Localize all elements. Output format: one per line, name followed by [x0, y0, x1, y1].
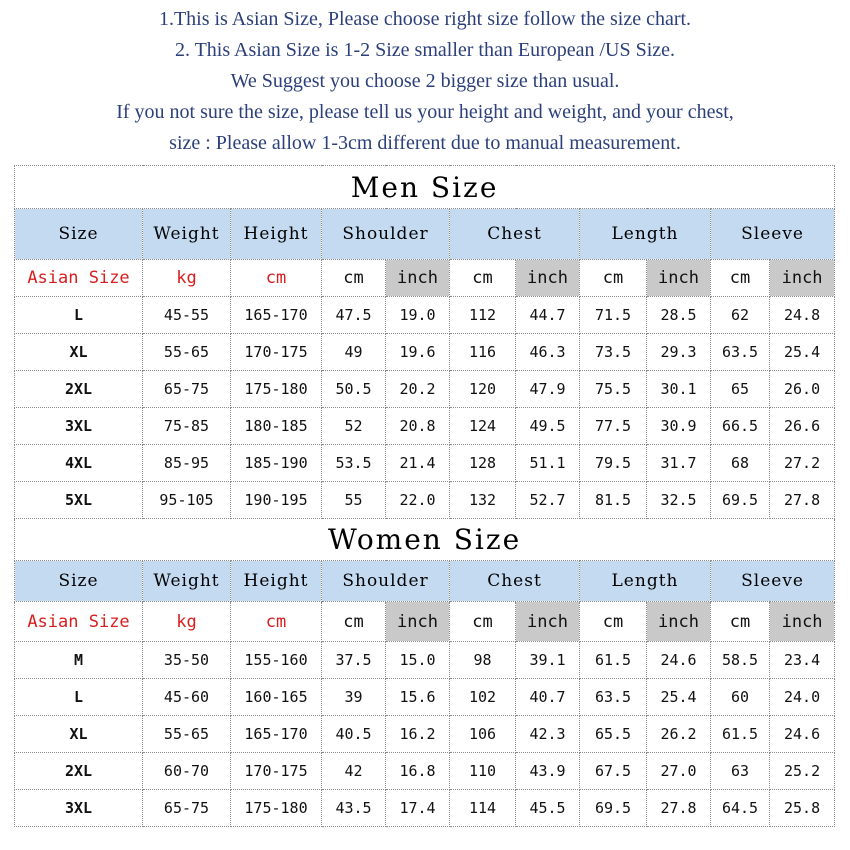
measurement-cell: 30.1 [647, 371, 711, 408]
women-title-row [15, 519, 835, 561]
measurement-cell: 24.6 [647, 642, 711, 679]
measurement-cell: 170-175 [231, 753, 322, 790]
measurement-cell: 180-185 [231, 408, 322, 445]
measurement-cell: 128 [450, 445, 516, 482]
measurement-cell: 25.2 [770, 753, 835, 790]
measurement-cell: 21.4 [386, 445, 450, 482]
unit-sleeve-inch: inch [770, 602, 835, 642]
measurement-cell: 43.5 [322, 790, 386, 827]
unit-length-cm: cm [580, 602, 647, 642]
measurement-cell: 175-180 [231, 371, 322, 408]
measurement-cell: 15.6 [386, 679, 450, 716]
measurement-cell: 73.5 [580, 334, 647, 371]
table-row [15, 371, 835, 408]
measurement-cell: 39.1 [516, 642, 580, 679]
table-row [15, 716, 835, 753]
measurement-cell: 16.2 [386, 716, 450, 753]
column-header-length: Length [580, 209, 711, 260]
measurement-cell: 62 [711, 297, 770, 334]
size-label-cell: 5XL [15, 482, 143, 519]
measurement-cell: 39 [322, 679, 386, 716]
column-header-chest: Chest [450, 561, 580, 602]
measurement-cell: 49.5 [516, 408, 580, 445]
measurement-cell: 55-65 [143, 334, 231, 371]
women-size-title: Women Size [15, 519, 835, 561]
table-row [15, 679, 835, 716]
measurement-cell: 95-105 [143, 482, 231, 519]
table-row [15, 297, 835, 334]
measurement-cell: 25.8 [770, 790, 835, 827]
column-header-sleeve: Sleeve [711, 209, 835, 260]
measurement-cell: 45-55 [143, 297, 231, 334]
measurement-cell: 44.7 [516, 297, 580, 334]
measurement-cell: 64.5 [711, 790, 770, 827]
note-line: 2. This Asian Size is 1-2 Size smaller than European /US Size. [174, 39, 676, 61]
measurement-cell: 65.5 [580, 716, 647, 753]
measurement-cell: 31.7 [647, 445, 711, 482]
measurement-cell: 63.5 [580, 679, 647, 716]
column-header-height: Height [231, 209, 322, 260]
unit-height-cm: cm [231, 602, 322, 642]
measurement-cell: 85-95 [143, 445, 231, 482]
size-label-cell: M [15, 642, 143, 679]
column-header-sleeve: Sleeve [711, 561, 835, 602]
measurement-cell: 165-170 [231, 716, 322, 753]
note-line: If you not sure the size, please tell us your height and weight, and your chest, [116, 101, 734, 123]
note-line: size : Please allow 1-3cm different due to manual measurement. [169, 132, 681, 154]
measurement-cell: 32.5 [647, 482, 711, 519]
measurement-cell: 27.0 [647, 753, 711, 790]
measurement-cell: 45.5 [516, 790, 580, 827]
measurement-cell: 29.3 [647, 334, 711, 371]
measurement-cell: 66.5 [711, 408, 770, 445]
measurement-cell: 58.5 [711, 642, 770, 679]
measurement-cell: 40.7 [516, 679, 580, 716]
measurement-cell: 26.6 [770, 408, 835, 445]
unit-length-inch: inch [647, 260, 711, 297]
measurement-cell: 28.5 [647, 297, 711, 334]
measurement-cell: 106 [450, 716, 516, 753]
measurement-cell: 110 [450, 753, 516, 790]
unit-kg: kg [143, 602, 231, 642]
measurement-cell: 67.5 [580, 753, 647, 790]
measurement-cell: 17.4 [386, 790, 450, 827]
measurement-cell: 19.6 [386, 334, 450, 371]
measurement-cell: 26.2 [647, 716, 711, 753]
measurement-cell: 27.8 [647, 790, 711, 827]
column-header-size: Size [15, 209, 143, 260]
unit-sleeve-inch: inch [770, 260, 835, 297]
unit-height-cm: cm [231, 260, 322, 297]
table-row [15, 642, 835, 679]
measurement-cell: 24.6 [770, 716, 835, 753]
table-row [15, 482, 835, 519]
measurement-cell: 52 [322, 408, 386, 445]
column-header-length: Length [580, 561, 711, 602]
size-label-cell: L [15, 679, 143, 716]
measurement-cell: 165-170 [231, 297, 322, 334]
measurement-cell: 102 [450, 679, 516, 716]
table-row [15, 790, 835, 827]
column-header-shoulder: Shoulder [322, 561, 450, 602]
measurement-cell: 42.3 [516, 716, 580, 753]
unit-length-cm: cm [580, 260, 647, 297]
measurement-cell: 79.5 [580, 445, 647, 482]
measurement-cell: 60-70 [143, 753, 231, 790]
size-label-cell: 2XL [15, 371, 143, 408]
measurement-cell: 75.5 [580, 371, 647, 408]
unit-asian-size: Asian Size [15, 602, 143, 642]
measurement-cell: 42 [322, 753, 386, 790]
measurement-cell: 69.5 [711, 482, 770, 519]
unit-chest-inch: inch [516, 602, 580, 642]
unit-shoulder-inch: inch [386, 260, 450, 297]
unit-sleeve-cm: cm [711, 260, 770, 297]
measurement-cell: 190-195 [231, 482, 322, 519]
size-label-cell: L [15, 297, 143, 334]
column-header-weight: Weight [143, 561, 231, 602]
unit-shoulder-cm: cm [322, 602, 386, 642]
measurement-cell: 55 [322, 482, 386, 519]
measurement-cell: 155-160 [231, 642, 322, 679]
measurement-cell: 69.5 [580, 790, 647, 827]
measurement-cell: 52.7 [516, 482, 580, 519]
size-label-cell: 2XL [15, 753, 143, 790]
unit-sleeve-cm: cm [711, 602, 770, 642]
measurement-cell: 75-85 [143, 408, 231, 445]
measurement-cell: 30.9 [647, 408, 711, 445]
measurement-cell: 112 [450, 297, 516, 334]
column-header-shoulder: Shoulder [322, 209, 450, 260]
women-units-row [15, 602, 835, 642]
table-row [15, 753, 835, 790]
measurement-cell: 65-75 [143, 790, 231, 827]
measurement-cell: 61.5 [711, 716, 770, 753]
unit-shoulder-cm: cm [322, 260, 386, 297]
table-row [15, 334, 835, 371]
measurement-cell: 61.5 [580, 642, 647, 679]
measurement-cell: 160-165 [231, 679, 322, 716]
measurement-cell: 114 [450, 790, 516, 827]
measurement-cell: 63.5 [711, 334, 770, 371]
women-header-row [15, 561, 835, 602]
measurement-cell: 170-175 [231, 334, 322, 371]
measurement-cell: 50.5 [322, 371, 386, 408]
measurement-cell: 20.2 [386, 371, 450, 408]
men-header-row [15, 209, 835, 260]
measurement-cell: 25.4 [647, 679, 711, 716]
unit-chest-cm: cm [450, 260, 516, 297]
measurement-cell: 27.2 [770, 445, 835, 482]
size-notes [0, 4, 850, 159]
measurement-cell: 53.5 [322, 445, 386, 482]
unit-chest-inch: inch [516, 260, 580, 297]
measurement-cell: 40.5 [322, 716, 386, 753]
measurement-cell: 16.8 [386, 753, 450, 790]
measurement-cell: 23.4 [770, 642, 835, 679]
unit-chest-cm: cm [450, 602, 516, 642]
measurement-cell: 22.0 [386, 482, 450, 519]
table-row [15, 445, 835, 482]
measurement-cell: 20.8 [386, 408, 450, 445]
size-label-cell: XL [15, 334, 143, 371]
measurement-cell: 35-50 [143, 642, 231, 679]
measurement-cell: 65-75 [143, 371, 231, 408]
measurement-cell: 37.5 [322, 642, 386, 679]
measurement-cell: 15.0 [386, 642, 450, 679]
size-label-cell: XL [15, 716, 143, 753]
measurement-cell: 19.0 [386, 297, 450, 334]
unit-asian-size: Asian Size [15, 260, 143, 297]
measurement-cell: 175-180 [231, 790, 322, 827]
measurement-cell: 25.4 [770, 334, 835, 371]
measurement-cell: 124 [450, 408, 516, 445]
column-header-chest: Chest [450, 209, 580, 260]
men-title-row [15, 166, 835, 209]
size-label-cell: 4XL [15, 445, 143, 482]
note-line: 1.This is Asian Size, Please choose right size follow the size chart. [158, 8, 692, 30]
measurement-cell: 98 [450, 642, 516, 679]
note-line: We Suggest you choose 2 bigger size than usual. [230, 70, 620, 92]
measurement-cell: 43.9 [516, 753, 580, 790]
unit-length-inch: inch [647, 602, 711, 642]
measurement-cell: 81.5 [580, 482, 647, 519]
measurement-cell: 27.8 [770, 482, 835, 519]
measurement-cell: 120 [450, 371, 516, 408]
measurement-cell: 47.9 [516, 371, 580, 408]
measurement-cell: 24.0 [770, 679, 835, 716]
measurement-cell: 71.5 [580, 297, 647, 334]
table-row [15, 408, 835, 445]
size-chart-table [14, 165, 835, 827]
unit-shoulder-inch: inch [386, 602, 450, 642]
measurement-cell: 68 [711, 445, 770, 482]
measurement-cell: 132 [450, 482, 516, 519]
men-size-title: Men Size [15, 166, 835, 209]
measurement-cell: 46.3 [516, 334, 580, 371]
men-units-row [15, 260, 835, 297]
measurement-cell: 45-60 [143, 679, 231, 716]
measurement-cell: 185-190 [231, 445, 322, 482]
measurement-cell: 77.5 [580, 408, 647, 445]
measurement-cell: 49 [322, 334, 386, 371]
measurement-cell: 65 [711, 371, 770, 408]
column-header-height: Height [231, 561, 322, 602]
measurement-cell: 51.1 [516, 445, 580, 482]
measurement-cell: 24.8 [770, 297, 835, 334]
measurement-cell: 60 [711, 679, 770, 716]
column-header-size: Size [15, 561, 143, 602]
measurement-cell: 55-65 [143, 716, 231, 753]
column-header-weight: Weight [143, 209, 231, 260]
measurement-cell: 63 [711, 753, 770, 790]
size-label-cell: 3XL [15, 408, 143, 445]
measurement-cell: 26.0 [770, 371, 835, 408]
measurement-cell: 116 [450, 334, 516, 371]
unit-kg: kg [143, 260, 231, 297]
size-label-cell: 3XL [15, 790, 143, 827]
measurement-cell: 47.5 [322, 297, 386, 334]
